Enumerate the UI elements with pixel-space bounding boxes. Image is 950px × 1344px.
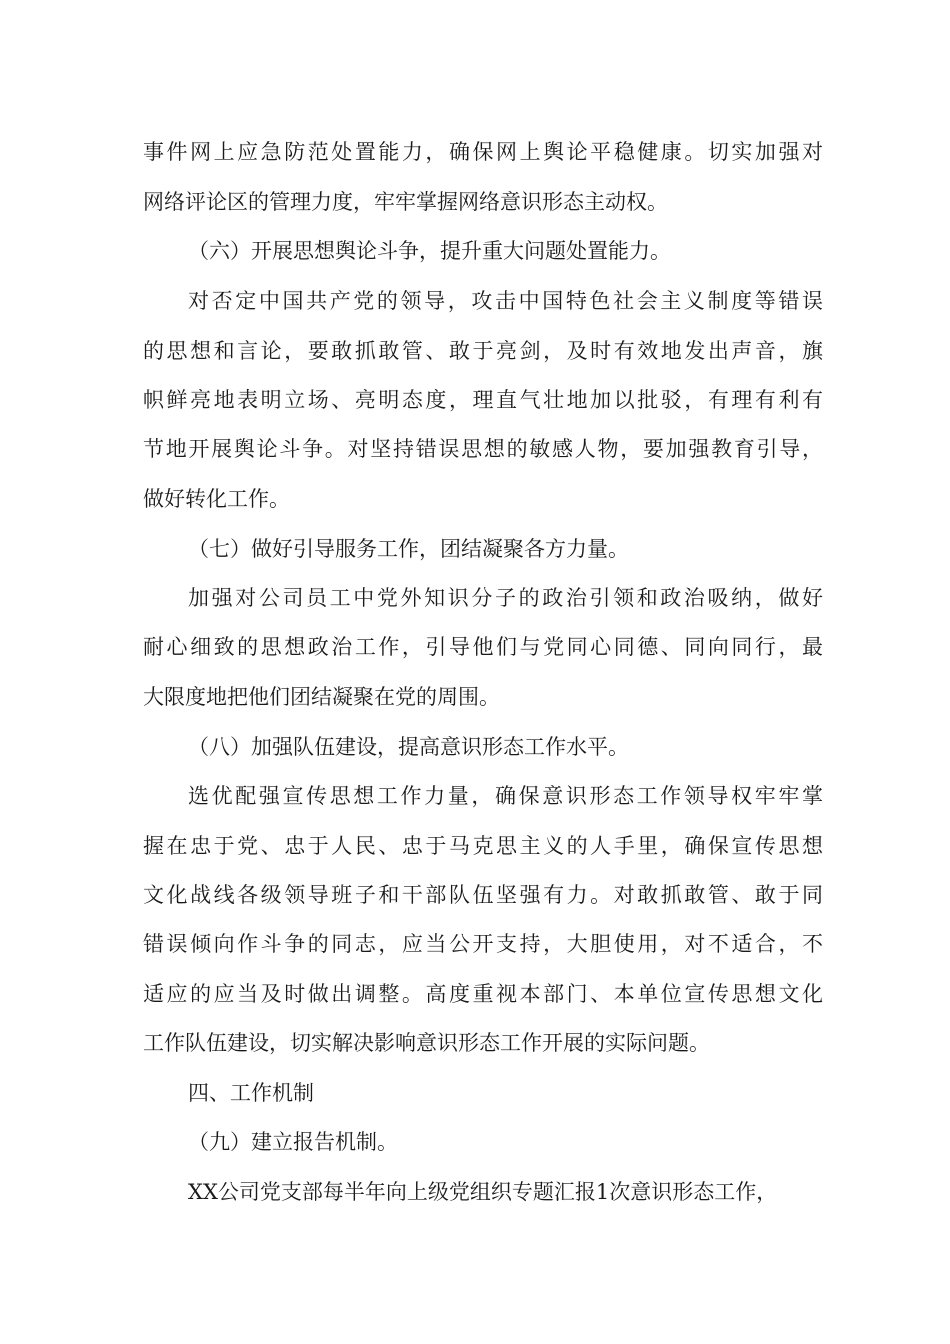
text-line: 加强对公司员工中党外知识分子的政治引领和政治吸纳，做好 — [188, 586, 823, 610]
text-line: 的思想和言论，要敢抓敢管、敢于亮剑，及时有效地发出声音，旗 — [143, 339, 823, 363]
chapter-heading: 四、工作机制 — [188, 1081, 314, 1105]
section-heading: （九）建立报告机制。 — [188, 1130, 398, 1154]
text-line: 帜鲜亮地表明立场、亮明态度，理直气壮地加以批驳，有理有利有 — [143, 388, 823, 412]
text-line: 节地开展舆论斗争。对坚持错误思想的敏感人物，要加强教育引导， — [143, 437, 823, 461]
section-heading: （八）加强队伍建设，提高意识形态工作水平。 — [188, 735, 629, 759]
text-line: 握在忠于党、忠于人民、忠于马克思主义的人手里，确保宣传思想 — [143, 834, 823, 858]
section-heading: （七）做好引导服务工作，团结凝聚各方力量。 — [188, 537, 629, 561]
text-line: 做好转化工作。 — [143, 487, 290, 511]
text-line: 工作队伍建设，切实解决影响意识形态工作开展的实际问题。 — [143, 1031, 710, 1055]
text-line: 对否定中国共产党的领导，攻击中国特色社会主义制度等错误 — [188, 289, 823, 313]
text-line: 适应的应当及时做出调整。高度重视本部门、本单位宣传思想文化 — [143, 982, 823, 1006]
text-line: 耐心细致的思想政治工作，引导他们与党同心同德、同向同行，最 — [143, 635, 823, 659]
text-line: 文化战线各级领导班子和干部队伍坚强有力。对敢抓敢管、敢于同 — [143, 883, 823, 907]
text-line: 大限度地把他们团结凝聚在党的周围。 — [143, 685, 500, 709]
text-line: 事件网上应急防范处置能力，确保网上舆论平稳健康。切实加强对 — [143, 140, 823, 164]
text-line: 选优配强宣传思想工作力量，确保意识形态工作领导权牢牢掌 — [188, 784, 823, 808]
section-heading: （六）开展思想舆论斗争，提升重大问题处置能力。 — [188, 239, 671, 263]
text-line: XX公司党支部每半年向上级党组织专题汇报1次意识形态工作， — [188, 1180, 778, 1204]
text-line: 错误倾向作斗争的同志，应当公开支持，大胆使用，对不适合，不 — [143, 932, 823, 956]
text-line: 网络评论区的管理力度，牢牢掌握网络意识形态主动权。 — [143, 190, 668, 214]
